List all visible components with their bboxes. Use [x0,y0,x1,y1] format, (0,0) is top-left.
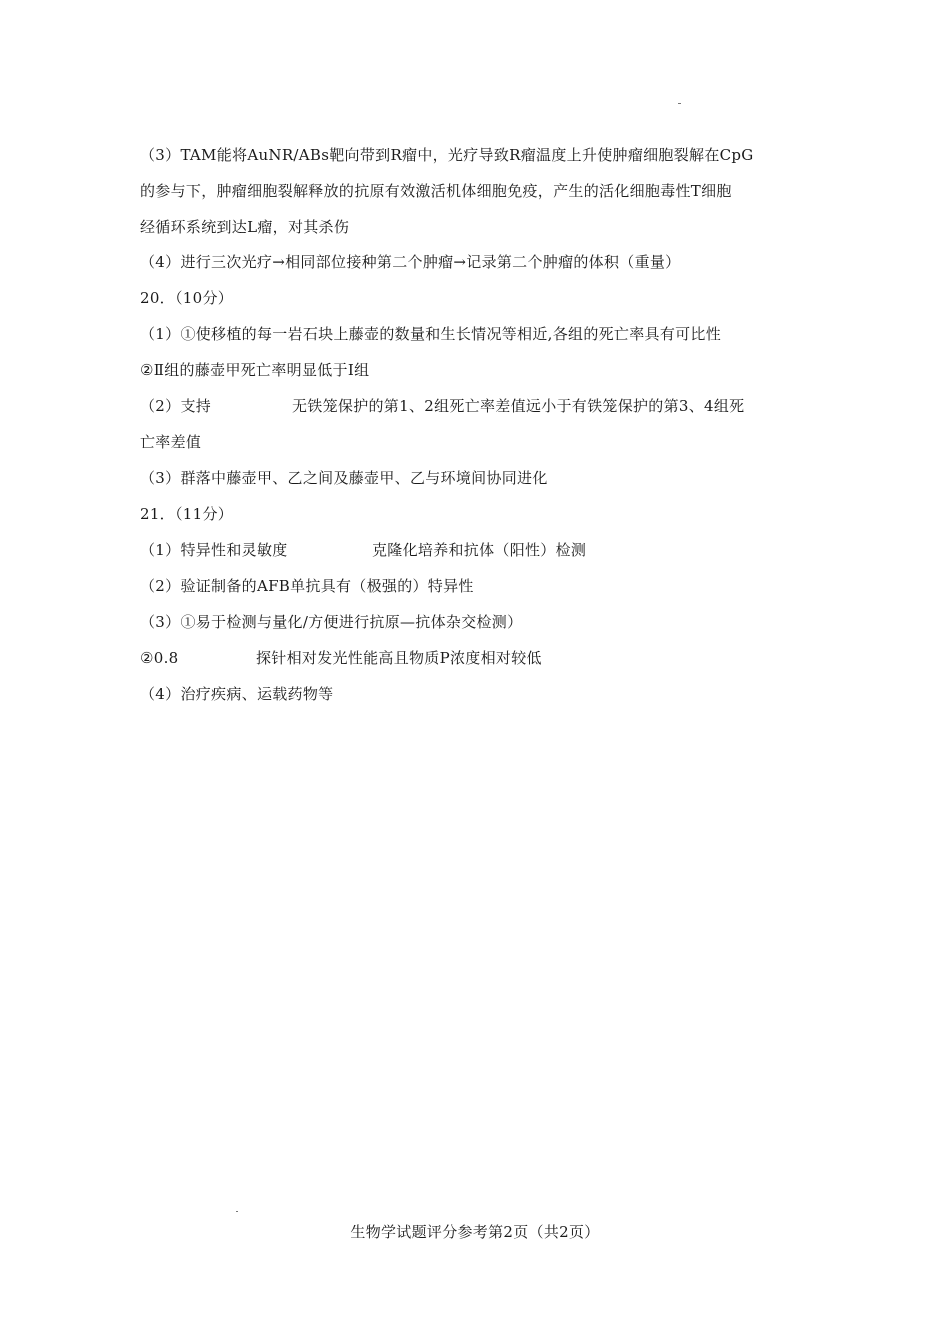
answer-20-1-line-2: ②Ⅱ组的藤壶甲死亡率明显低于Ⅰ组 [140,361,370,379]
scan-speck [236,1211,238,1212]
scan-speck [678,103,681,104]
answer-19-4: （4）进行三次光疗→相同部位接种第二个肿瘤→记录第二个肿瘤的体积（重量） [140,253,681,271]
answer-19-3-line-1: （3）TAM能将AuNR/ABs靶向带到R瘤中，光疗导致R瘤温度上升使肿瘤细胞裂解在CpG [140,146,754,164]
answer-19-3-line-3: 经循环系统到达L瘤，对其杀伤 [140,218,350,236]
answer-20-2-part-a: （2）支持 [140,397,212,415]
answer-20-2-part-b: 无铁笼保护的第1、2组死亡率差值远小于有铁笼保护的第3、4组死 [292,397,745,415]
page-footer: 生物学试题评分参考第2页（共2页） [350,1223,600,1241]
answer-21-4: （4）治疗疾病、运载药物等 [140,685,334,703]
answer-20-1-line-1: （1）①使移植的每一岩石块上藤壶的数量和生长情况等相近,各组的死亡率具有可比性 [140,325,722,343]
answer-19-3-line-2: 的参与下，肿瘤细胞裂解释放的抗原有效激活机体细胞免疫，产生的活化细胞毒性T细胞 [140,182,732,200]
question-21-heading: 21．（11分） [140,505,234,523]
answer-21-2: （2）验证制备的AFB单抗具有（极强的）特异性 [140,577,474,595]
answer-21-1-part-b: 克隆化培养和抗体（阳性）检测 [372,541,587,559]
answer-21-1-part-a: （1）特异性和灵敏度 [140,541,288,559]
answer-21-3-line-1: （3）①易于检测与量化/方便进行抗原—抗体杂交检测） [140,613,523,631]
question-20-heading: 20．（10分） [140,289,234,307]
answer-21-3-part-b: 探针相对发光性能高且物质P浓度相对较低 [256,649,542,667]
answer-20-2-line-2: 亡率差值 [140,433,202,451]
answer-20-3: （3）群落中藤壶甲、乙之间及藤壶甲、乙与环境间协同进化 [140,469,548,487]
answer-21-3-part-a: ②0.8 [140,649,179,667]
